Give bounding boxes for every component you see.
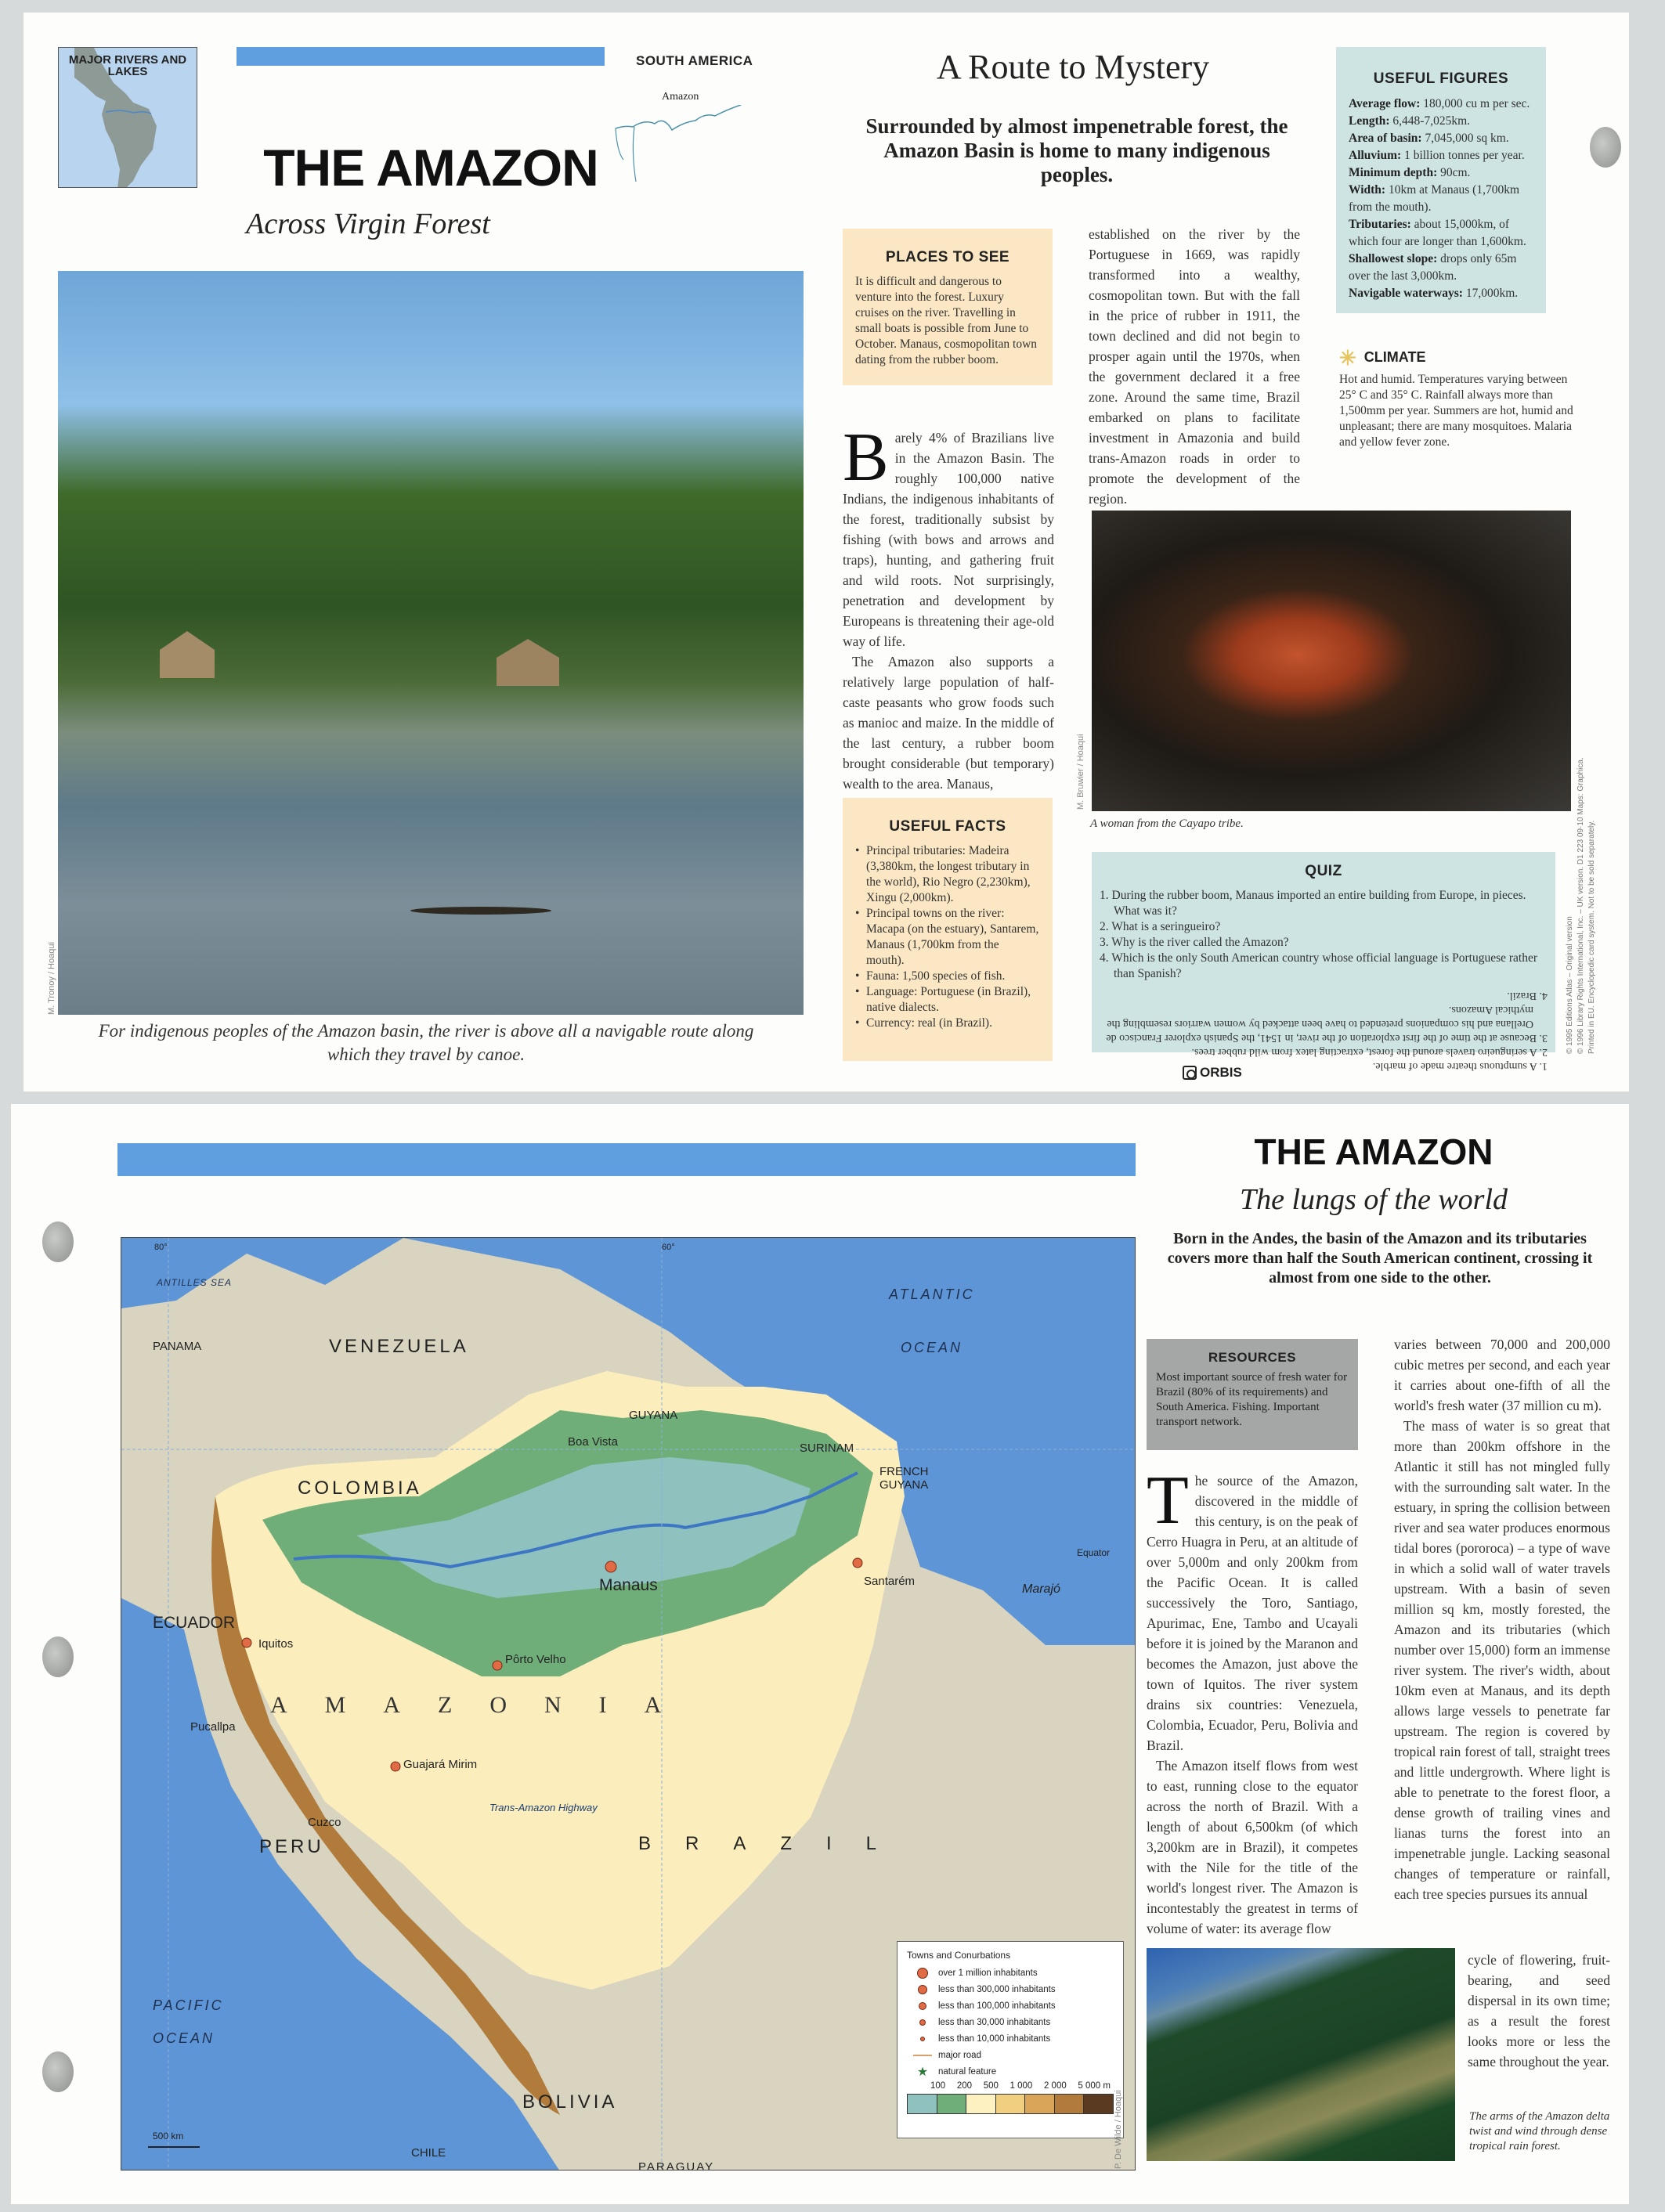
figure-label: Alluvium: [1349,149,1402,162]
quiz-answers-upside-down [1100,988,1548,1073]
stilt-house-shape [497,639,559,686]
box-title: USEFUL FIGURES [1373,70,1509,87]
elevation-swatch [996,2095,1026,2113]
figure-label: Tributaries: [1349,218,1411,231]
legend-row [907,1965,1114,1981]
river-map-label: Amazon [662,91,699,103]
legal-text [1565,757,1598,1054]
country-label: ECUADOR [153,1614,236,1632]
elevation-swatch [966,2095,996,2113]
ocean-label: OCEAN [901,1340,963,1355]
fact-item: • Language: Portuguese (in Brazil), native dialects. [855,984,1040,1016]
accent-bar [237,47,605,66]
figure-value: 10km at Manaus (1,700km from the mouth). [1349,183,1520,214]
box-text: Most important source of fresh water for Brazil (80% of its requirements) and South America. Fishing. Important transport network. [1156,1371,1348,1428]
legend-label: less than 10,000 inhabitants [938,2033,1051,2044]
box-title: RESOURCES [1208,1350,1297,1365]
country-label: FRENCH GUYANA [879,1465,929,1492]
body-paragraph: arely 4% of Brazilians live in the Amazon Basin. The roughly 100,000 native Indians, the indigenous inhabitants of the forest, traditionally subsist by fishing (with bows and arrows and traps), hunting, and gathering fruit and wild roots. Not surprisingly, penetration and development by Europeans is threatening their age-old way of life. [843,430,1054,649]
road-line-icon [913,2055,932,2056]
amazon-basin-map [121,1237,1136,2171]
quiz-question: 2. What is a seringueiro? [1100,920,1221,933]
publisher-name: ORBIS [1200,1065,1242,1080]
photo-caption: A woman from the Cayapo tribe. [1090,817,1244,830]
legal-line: © 1995 Editions Atlas – Original version [1566,916,1574,1054]
figure-value: about 15,000km, of which four are longer than 1,600km. [1349,218,1526,248]
binder-hole [42,1636,74,1677]
body-column-1 [843,420,1054,794]
country-label: COLOMBIA [298,1478,422,1499]
map-credit: P. De Wilde / Hoaqui [1114,2090,1123,2169]
elevation-swatch [908,2095,937,2113]
body-paragraph: established on the river by the Portuguese in 1669, was rapidly transformed into a wealthy, cosmopolitan town. But with the fall in the price of rubber in 1911, the town declined and did not begin to prosper again until the 1970s, when the government declared it a free zone. Around the same time, Brazil embarked on plans to facilitate investment in Amazonia and build trans-Amazon roads in order to promote the development of the region. [1089,226,1300,507]
figure-label: Area of basin: [1349,132,1422,145]
useful-figures-box [1336,47,1546,313]
article-lede: Born in the Andes, the basin of the Amazon and its tributaries covers more than half the South American continent, crossing it almost from one side to the other. [1167,1230,1593,1286]
elevation-tick: 2 000 [1043,2081,1067,2091]
elevation-swatch [1084,2095,1113,2113]
body-paragraph: cycle of flowering, fruit-bearing, and seed dispersal in its own time; as a result the forest looks more or less the same throughout the year. [1468,1952,1610,2069]
resources-box [1147,1339,1358,1450]
legend-label: less than 300,000 inhabitants [938,1984,1056,1994]
ocean-label: OCEAN [153,2030,215,2046]
quiz-question: 4. Which is the only South American country whose official language is Portuguese rather than Spanish? [1100,951,1538,980]
legend-label: less than 30,000 inhabitants [938,2017,1051,2027]
photo-credit: M. Bruwier / Hoaqui [1076,734,1085,810]
longitude-label: 80° [154,1243,168,1252]
city-label: Boa Vista [568,1435,618,1449]
box-title: QUIZ [1305,863,1342,879]
elevation-swatch [1055,2095,1085,2113]
legend-label: over 1 million inhabitants [938,1968,1038,1978]
country-label: BOLIVIA [522,2091,618,2113]
figure-value: 1 billion tonnes per year. [1404,149,1525,162]
city-label: Pôrto Velho [505,1653,566,1666]
publisher-logo [1183,1065,1242,1081]
region-label: SOUTH AMERICA [636,53,753,68]
photo-caption: For indigenous peoples of the Amazon basin, the river is above all a navigable route along which they travel by canoe. [98,1021,754,1064]
legend-title: Towns and Conurbations [907,1950,1011,1961]
city-label: Cuzco [308,1816,341,1829]
city-label: Guajará Mirim [403,1758,478,1771]
figure-value: 17,000km. [1465,287,1519,300]
city-dot-lg-icon [918,1985,927,1994]
quiz-answer: 1. A sumptuous theatre made of marble. [1372,1060,1548,1072]
legend-row [907,2047,1114,2063]
stilt-house-shape [160,631,215,678]
photo-credit: M. Tronoy / Hoaqui [47,942,56,1015]
quiz-box [1092,852,1555,1072]
body-paragraph: he source of the Amazon, discovered in the middle of this century, is on the peak of Cerro Huagra in Peru, at an altitude of over 5,000m and only 200km from the Pacific Ocean. It is called successively the Toro, Santiago, Apurimac, Ene, Tambo and Ucayali before it is joined by the Maranon and becomes the Amazon, just above the town of Iquitos. The river system drains six countries: Venezuela, Colombia, Ecuador, Peru, Bolivia and Brazil. [1147,1473,1358,1753]
climate-text: Hot and humid. Temperatures varying between 25° C and 35° C. Rainfall always more than 1,500mm per year. Summers are hot, humid and unpleasant; there are many mosquitoes. Malaria and yellow fever zone. [1339,373,1573,449]
accent-bar [117,1143,1136,1176]
info-card-front [23,13,1629,1092]
body-column-2 [1089,224,1300,509]
figure-value: 6,448-7,025km. [1392,114,1471,128]
country-label: PANAMA [153,1340,202,1353]
page-title: THE AMAZON [1254,1131,1493,1172]
legend-row [907,1981,1114,1997]
figure-label: Width: [1349,183,1386,197]
map-legend [897,1941,1124,2138]
places-to-see-box [843,229,1053,385]
binder-hole [42,1221,74,1262]
quiz-questions [1100,888,1548,982]
legend-label: natural feature [938,2066,997,2077]
sun-icon: ✳ [1339,345,1356,370]
region-label: AMAZONIA [270,1692,699,1718]
figure-value: 7,045,000 sq km. [1425,132,1509,145]
scale-bar-label: 500 km [153,2131,184,2142]
city-label: Iquitos [258,1637,294,1651]
page-subtitle: Across Virgin Forest [246,207,490,240]
legal-line: Printed in EU. Encyclopedic card system. Not to be sold separately. [1587,820,1596,1054]
country-label: PERU [259,1836,324,1857]
quiz-answer: 4. Brazil. [1507,990,1548,1001]
elevation-ticks [907,2080,1114,2092]
country-label: PARAGUAY [638,2160,715,2171]
canoe-shape [410,907,551,915]
city-dot-sm-icon [919,2019,926,2026]
city-dot-md-icon [919,2002,926,2010]
city-label: Pucallpa [190,1720,236,1734]
figure-label: Navigable waterways: [1349,287,1463,300]
climate-section [1339,345,1574,450]
figure-value: 90cm. [1440,166,1471,179]
fact-item: • Principal tributaries: Madeira (3,380km, the longest tributary in the world), Rio Negro (2,230km), Xingu (2,000km). [855,843,1040,906]
binder-hole [42,2051,74,2092]
fact-item: • Fauna: 1,500 species of fish. [855,969,1040,984]
quiz-question: 3. Why is the river called the Amazon? [1100,936,1289,949]
ocean-label: ATLANTIC [889,1286,975,1302]
legend-label: less than 100,000 inhabitants [938,2001,1056,2011]
useful-facts-box [843,798,1053,1061]
quiz-answer: 3. Because at the time of the first exploration of the river, in 1541, the Spanish explorer Francisco de Orellana and his companions pretended to have been attacked by women warriors resembling the mythical Amazons. [1106,1004,1548,1044]
longitude-label: 60° [662,1243,675,1252]
figure-value: drops only 65m over the last 3,000km. [1349,252,1517,283]
drop-cap: B [843,420,889,496]
country-label: BRAZIL [638,1833,912,1854]
legend-row [907,2063,1114,2080]
body-paragraph: The Amazon also supports a relatively large population of half-caste peasants who grow foods such as manioc and maize. In the middle of the last century, a rubber boom brought considerable (but temporary) wealth to the area. Manaus, [843,654,1054,792]
city-label: Manaus [599,1576,658,1594]
figure-value: 180,000 cu m per sec. [1423,97,1530,110]
body-paragraph: varies between 70,000 and 200,000 cubic metres per second, and each year it carries about one-fifth of all the world's fresh water (37 million cu m). [1394,1337,1610,1413]
quiz-question: 1. During the rubber boom, Manaus imported an entire building from Europe, in pieces. What was it? [1100,889,1526,918]
facts-list [855,843,1040,1031]
page-title: THE AMAZON [263,139,598,197]
fact-item: • Currency: real (in Brazil). [855,1016,1040,1031]
country-label: SURINAM [800,1442,854,1455]
box-title: USEFUL FACTS [889,818,1006,835]
body-column-1 [1147,1463,1358,1939]
city-dot-xs-icon [920,2037,925,2041]
body-column-2-continued [1468,1950,1610,2072]
series-label: MAJOR RIVERS AND LAKES [68,53,187,78]
legend-row [907,2014,1114,2030]
ocean-label: ANTILLES SEA [157,1277,233,1288]
box-text: It is difficult and dangerous to venture into the forest. Luxury cruises on the river. Travelling in small boats is possible from June to October. Manaus, cosmopolitan town dating from the rubber boom. [855,275,1038,366]
orbis-logo-icon [1183,1066,1197,1080]
elevation-swatch [937,2095,967,2113]
climate-title: CLIMATE [1363,349,1426,365]
figure-label: Average flow: [1349,97,1421,110]
figure-label: Minimum depth: [1349,166,1438,179]
city-dot-xl-icon [917,1968,928,1979]
quiz-answer: 2. A seringueiro travels around the forest, extracting latex from wild rubber trees. [1191,1046,1548,1058]
elevation-tick: 100 [930,2081,946,2091]
legal-line: © 1996 Library Rights International, Inc. – UK version. D1 223 09·10 Maps: Graphica. [1577,757,1585,1054]
binder-hole [1590,127,1621,168]
elevation-tick: 5 000 m [1078,2081,1111,2091]
elevation-color-scale [907,2094,1114,2114]
body-paragraph: The mass of water is so great that more than 200km offshore in the Atlantic it still has not mingled fully with the surrounding salt water. In the estuary, in spring the collision between river and sea water produces enormous tidal bores (pororoca) – a type of wave in which a solid wall of water travels upstream. With a basin of seven million sq km, mostly forested, the Amazon and its tributaries (which number over 15,000) form an immense river system. The river's width, about 10km even at Manaus, and its depth allows large vessels to penetrate far upstream. The region is covered by tropical rain forest of tall, straight trees and little undergrowth. Where light is able to penetrate to the forest floor, a dense growth of trailing vines and lianas turns the forest into an impenetrable jungle. Lacking seasonal changes of temperature or rainfall, each tree species pursues its annual [1394,1418,1610,1902]
ocean-label: PACIFIC [153,1997,224,2013]
legend-row [907,1997,1114,2014]
scale-bar [148,2146,200,2148]
legend-row [907,2030,1114,2047]
equator-label: Equator [1077,1547,1111,1558]
body-paragraph: The Amazon itself flows from west to east, running close to the equator across the north of Brazil. With a length of about 6,500km (of which 3,200km are in Brazil), it competes with the Nile for the title of the world's longest river. The Amazon is incontestably the greatest in terms of volume of water: its average flow [1147,1758,1358,1936]
article-lede: Surrounded by almost impenetrable forest, the Amazon Basin is home to many indigenous peoples. [865,114,1288,186]
info-card-back [11,1104,1629,2204]
box-title: PLACES TO SEE [885,249,1010,265]
body-column-2 [1394,1334,1610,1904]
highway-label: Trans-Amazon Highway [489,1802,598,1813]
photo-caption: The arms of the Amazon delta twist and wind through dense tropical rain forest. [1469,2110,1610,2152]
country-label: CHILE [411,2146,446,2160]
elevation-tick: 500 [983,2081,999,2091]
city-label: Santarém [864,1575,916,1588]
cayapo-woman-photo [1092,511,1571,811]
canoe-river-photo [58,271,804,1015]
elevation-tick: 1 000 [1009,2081,1033,2091]
country-label: GUYANA [629,1409,678,1422]
island-label: Marajó [1022,1582,1060,1596]
elevation-swatch [1025,2095,1055,2113]
amazon-delta-photo [1147,1948,1455,2161]
star-icon: ★ [916,2065,929,2079]
country-label: VENEZUELA [329,1336,469,1357]
article-heading: A Route to Mystery [936,48,1210,86]
fact-item: • Principal towns on the river: Macapa (on the estuary), Santarem, Manaus (1,700km from the mouth). [855,906,1040,969]
page-subtitle: The lungs of the world [1239,1183,1508,1216]
figure-label: Shallowest slope: [1349,252,1438,265]
legend-label: major road [938,2050,981,2060]
elevation-tick: 200 [956,2081,973,2091]
figure-label: Length: [1349,114,1390,128]
series-thumbnail-map [58,47,197,188]
drop-cap: T [1147,1463,1189,1539]
